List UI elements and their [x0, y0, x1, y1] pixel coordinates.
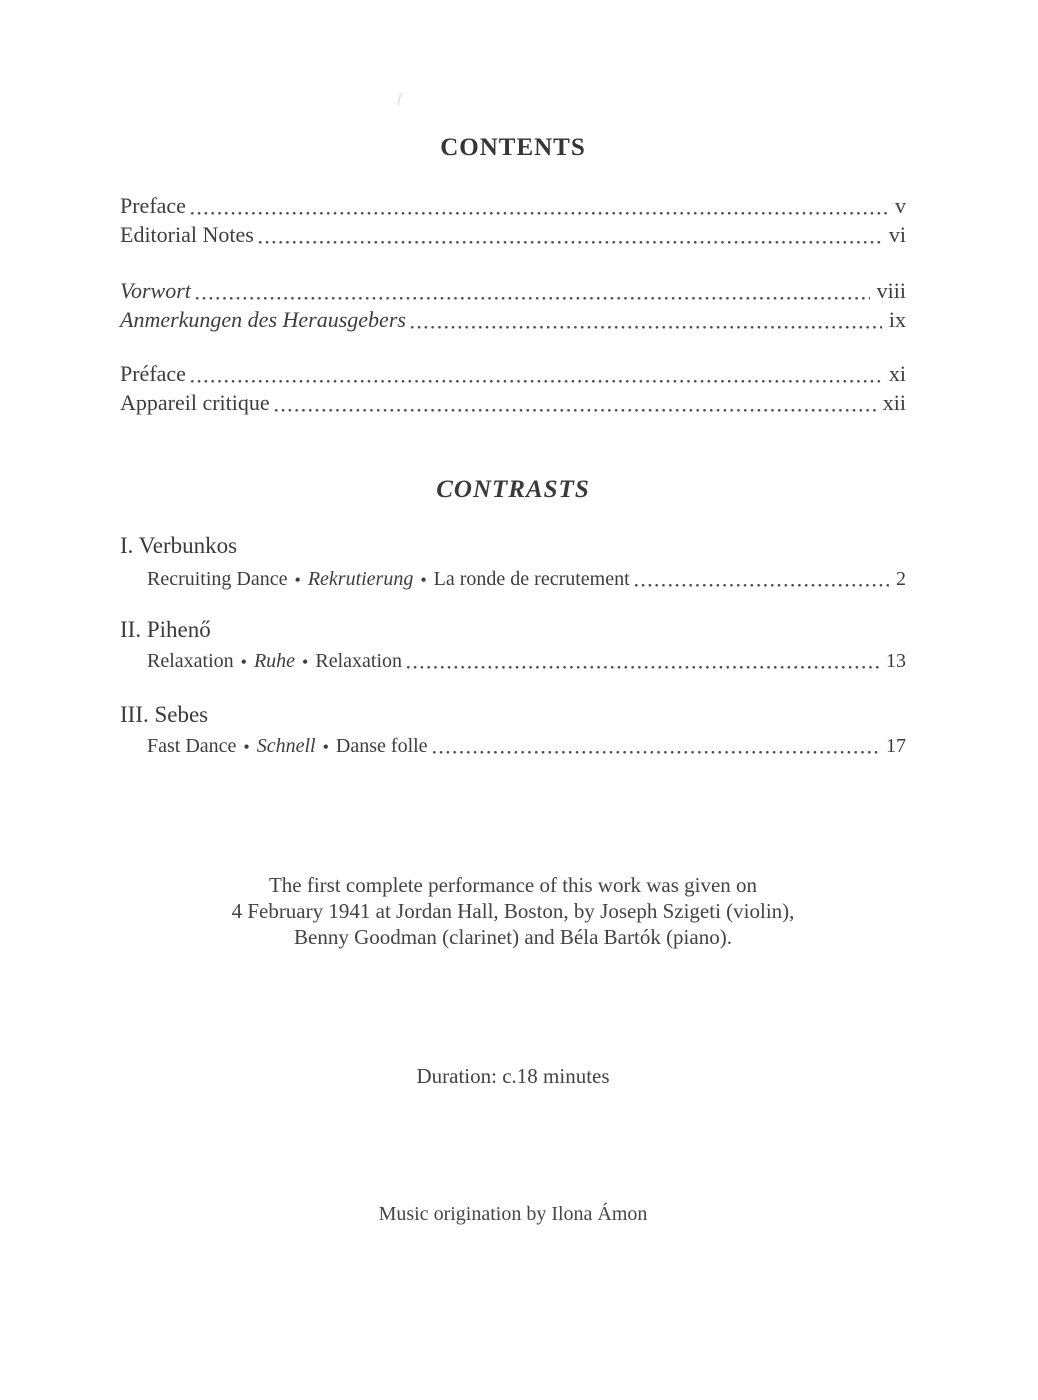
toc-page-number: ix	[888, 307, 906, 332]
bullet-separator: •	[243, 737, 250, 757]
toc-page-number: 17	[886, 735, 906, 757]
bullet-separator: •	[240, 652, 247, 672]
toc-page-number: xii	[882, 390, 906, 415]
toc-leader-dots	[433, 738, 879, 758]
toc-leader-dots	[191, 365, 882, 387]
toc-leader-dots	[411, 311, 882, 333]
toc-entry-preface-fr	[120, 361, 906, 387]
movement-subtitle-fr: La ronde de recrutement	[433, 568, 630, 590]
toc-page-number: 13	[886, 650, 906, 672]
toc-page-number: 2	[896, 568, 906, 590]
movement-title-1: I. Verbunkos	[120, 533, 238, 558]
movement-subtitle-2	[120, 650, 906, 673]
movement-subtitle-3	[120, 735, 906, 758]
toc-entry-appareil-critique	[120, 390, 906, 416]
movement-subtitle-en: Relaxation	[147, 650, 234, 672]
bullet-separator: •	[302, 652, 309, 672]
toc-leader-dots	[191, 197, 888, 219]
toc-entry-editorial-notes	[120, 222, 906, 248]
toc-leader-dots	[635, 571, 889, 591]
toc-entry-label: Préface	[120, 361, 186, 386]
performance-note-line1: The first complete performance of this work was given on	[268, 873, 758, 897]
toc-leader-dots	[407, 653, 879, 673]
bullet-separator: •	[322, 737, 329, 757]
duration-note: Duration: c.18 minutes	[416, 1064, 610, 1088]
toc-leader-dots	[259, 226, 882, 248]
movement-subtitle-en: Recruiting Dance	[147, 568, 288, 590]
movement-subtitle-1	[120, 568, 906, 591]
performance-note-line2: 4 February 1941 at Jordan Hall, Boston, by Joseph Szigeti (violin),	[231, 899, 795, 923]
toc-page-number: vi	[888, 222, 906, 247]
movement-subtitle-fr: Danse folle	[335, 735, 428, 757]
toc-leader-dots	[196, 282, 870, 304]
performance-note-line3: Benny Goodman (clarinet) and Béla Bartók (piano).	[294, 925, 732, 949]
toc-entry-label: Appareil critique	[120, 390, 270, 415]
movement-title-2: II. Pihenő	[120, 617, 211, 642]
movement-title-3: III. Sebes	[120, 702, 209, 727]
toc-entry-label: Editorial Notes	[120, 222, 254, 247]
toc-entry-label: Vorwort	[120, 278, 191, 303]
toc-leader-dots	[275, 394, 876, 416]
toc-entry-preface	[120, 193, 906, 219]
toc-entry-anmerkungen	[120, 307, 906, 333]
toc-page-number: v	[895, 193, 906, 218]
work-title: CONTRASTS	[436, 476, 590, 503]
toc-page-number: viii	[876, 278, 906, 303]
toc-page-number: xi	[888, 361, 906, 386]
contents-title: CONTENTS	[440, 134, 586, 161]
text-block	[120, 0, 906, 1400]
toc-entry-vorwort	[120, 278, 906, 304]
movement-subtitle-de: Rekrutierung	[307, 568, 414, 590]
bullet-separator: •	[420, 570, 427, 590]
movement-subtitle-de: Schnell	[256, 735, 316, 757]
movement-subtitle-de: Ruhe	[253, 650, 296, 672]
bullet-separator: •	[294, 570, 301, 590]
performance-note	[120, 872, 906, 950]
movement-subtitle-fr: Relaxation	[315, 650, 402, 672]
toc-entry-label: Preface	[120, 193, 186, 218]
movement-subtitle-en: Fast Dance	[147, 735, 237, 757]
credit-note: Music origination by Ilona Ámon	[378, 1203, 648, 1225]
toc-entry-label: Anmerkungen des Herausgebers	[120, 307, 406, 332]
